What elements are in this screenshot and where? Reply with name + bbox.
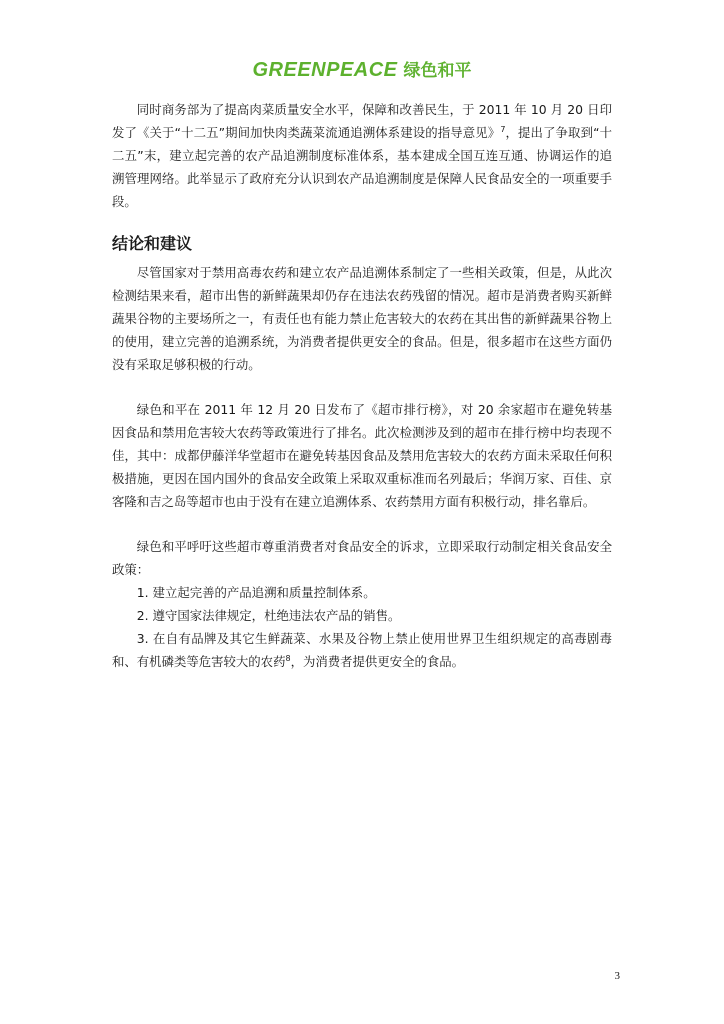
conclusion-paragraph: 尽管国家对于禁用高毒农药和建立农产品追溯体系制定了一些相关政策，但是，从此次检测结果来看，超市出售的新鲜蔬果却仍存在违法农药残留的情况。超市是消费者购买新鲜蔬果谷物的主要场所之一，有责任也有能力禁止危害较大的农药在其出售的新鲜蔬果谷物上的使用，建立完善的追溯系统，为消费者提供更安全的食品。但是，很多超市在这些方面仍没有采取足够积极的行动。 bbox=[112, 265, 612, 372]
document-body bbox=[112, 98, 612, 673]
list-item: 1. 建立起完善的产品追溯和质量控制体系。 bbox=[136, 585, 376, 600]
footnote-ref: 7 bbox=[500, 124, 506, 134]
page-number: 3 bbox=[614, 970, 620, 982]
recommendation-list bbox=[112, 581, 612, 673]
ranking-paragraph: 绿色和平在 2011 年 12 月 20 日发布了《超市排行榜》，对 20 余家超市在避免转基因食品和禁用危害较大农药等政策进行了排名。此次检测涉及到的超市在排行榜中均表现不佳，其中：成都伊藤洋华堂超市在避免转基因食品及禁用危害较大的农药方面未采取任何积极措施，更因在国内国外的食品安全政策上采取双重标准而名列最后；华润万家、百佳、京客隆和吉之岛等超市也由于没有在建立追溯体系、农药禁用方面有积极行动，排名靠后。 bbox=[112, 402, 612, 509]
appeal-paragraph: 绿色和平呼吁这些超市尊重消费者对食品安全的诉求，立即采取行动制定相关食品安全政策： bbox=[112, 539, 612, 577]
intro-paragraph: 同时商务部为了提高肉菜质量安全水平，保障和改善民生，于 2011 年 10 月 20 日印发了《关于“十二五”期间加快肉类蔬菜流通追溯体系建设的指导意见》$^7$，提出了争取到“十二五”末，建立起完善的农产品追溯制度标准体系，基本建成全国互连互通、协调运作的追溯管理网络。此举显示了政府充分认识到农产品追溯制度是保障人民食品安全的一项重要手段。 bbox=[112, 102, 613, 209]
footnote-ref: 8 bbox=[285, 653, 291, 663]
page-header bbox=[0, 56, 724, 82]
section-heading: 结论和建议 bbox=[112, 234, 193, 253]
list-item: 2. 遵守国家法律规定，杜绝违法农产品的销售。 bbox=[136, 608, 401, 623]
greenpeace-logo-chinese: 绿色和平 bbox=[403, 61, 472, 81]
list-item: 3. 在自有品牌及其它生鲜蔬菜、水果及谷物上禁止使用世界卫生组织规定的高毒剧毒和、有机磷类等危害较大的农药$^8$，为消费者提供更安全的食品。 bbox=[112, 631, 612, 669]
greenpeace-logo: GREENPEACE bbox=[252, 59, 398, 81]
